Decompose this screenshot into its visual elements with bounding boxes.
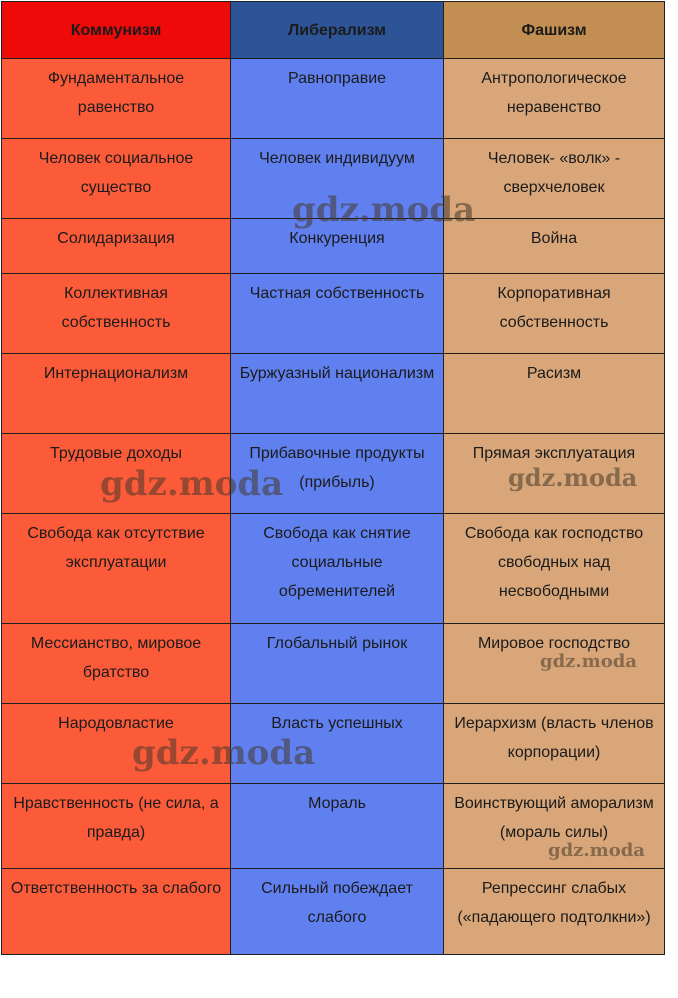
cell-fascism: Человек- «волк» - сверхчеловек — [444, 139, 665, 219]
header-liberalism: Либерализм — [231, 2, 444, 59]
cell-fascism: Антропологическое неравенство — [444, 59, 665, 139]
watermark: gdz.moda — [540, 651, 637, 672]
cell-fascism: Расизм — [444, 354, 665, 434]
cell-liberalism: Сильный побеждает слабого — [231, 869, 444, 955]
table-row — [2, 59, 665, 139]
ideology-comparison-table — [1, 1, 665, 955]
cell-liberalism: Мораль — [231, 784, 444, 869]
cell-communism: Мессианство, мировое братство — [2, 624, 231, 704]
cell-fascism: Прямая эксплуатация — [444, 434, 665, 514]
cell-communism: Народовластие — [2, 704, 231, 784]
watermark: gdz.moda — [100, 464, 284, 504]
table-row — [2, 274, 665, 354]
table-row — [2, 784, 665, 869]
cell-liberalism: Прибавочные продукты (прибыль) — [231, 434, 444, 514]
cell-communism: Коллективная собственность — [2, 274, 231, 354]
cell-fascism: Иерархизм (власть членов корпорации) — [444, 704, 665, 784]
table-row — [2, 514, 665, 624]
cell-communism: Фундаментальное равенство — [2, 59, 231, 139]
cell-fascism: Репрессинг слабых («падающего подтолкни») — [444, 869, 665, 955]
cell-liberalism: Частная собственность — [231, 274, 444, 354]
cell-communism: Ответственность за слабого — [2, 869, 231, 955]
watermark: gdz.moda — [132, 733, 316, 773]
cell-fascism: Война — [444, 219, 665, 274]
cell-liberalism: Свобода как снятие социальные обременителей — [231, 514, 444, 624]
watermark: gdz.moda — [548, 840, 645, 861]
cell-communism: Нравственность (не сила, а правда) — [2, 784, 231, 869]
cell-fascism: Воинствующий аморализм (мораль силы) — [444, 784, 665, 869]
table-row — [2, 624, 665, 704]
table-row — [2, 139, 665, 219]
watermark: gdz.moda — [508, 463, 638, 492]
cell-fascism: Свобода как господство свободных над несвободными — [444, 514, 665, 624]
cell-communism: Интернационализм — [2, 354, 231, 434]
cell-liberalism: Равноправие — [231, 59, 444, 139]
cell-liberalism: Человек индивидуум — [231, 139, 444, 219]
header-row — [2, 2, 665, 59]
cell-liberalism: Конкуренция — [231, 219, 444, 274]
table-row — [2, 434, 665, 514]
cell-fascism: Мировое господство — [444, 624, 665, 704]
cell-communism: Трудовые доходы — [2, 434, 231, 514]
table-row — [2, 704, 665, 784]
table-row — [2, 354, 665, 434]
table-row — [2, 869, 665, 955]
cell-communism: Солидаризация — [2, 219, 231, 274]
cell-liberalism: Буржуазный национализм — [231, 354, 444, 434]
cell-communism: Свобода как отсутствие эксплуатации — [2, 514, 231, 624]
header-communism: Коммунизм — [2, 2, 231, 59]
cell-liberalism: Глобальный рынок — [231, 624, 444, 704]
table-row — [2, 219, 665, 274]
watermark: gdz.moda — [292, 190, 476, 230]
header-fascism: Фашизм — [444, 2, 665, 59]
cell-fascism: Корпоративная собственность — [444, 274, 665, 354]
cell-communism: Человек социальное существо — [2, 139, 231, 219]
cell-liberalism: Власть успешных — [231, 704, 444, 784]
